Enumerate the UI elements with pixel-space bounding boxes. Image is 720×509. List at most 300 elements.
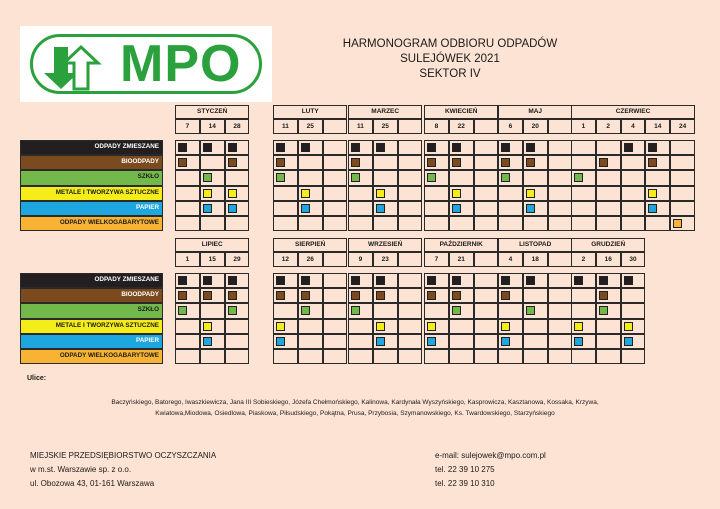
pickup-mark-papier (376, 337, 385, 346)
schedule-cell (200, 349, 225, 364)
schedule-cell (175, 319, 200, 334)
schedule-cell (323, 186, 348, 201)
category-label-papier: PAPIER (20, 334, 163, 349)
pickup-mark-szklo (501, 173, 510, 182)
day-number: 22 (449, 119, 474, 134)
day-number: 21 (449, 252, 474, 267)
schedule-cell (373, 155, 398, 170)
pickup-mark-zmieszane (351, 143, 360, 152)
month-header: MARZEC (348, 105, 422, 119)
schedule-cell (474, 273, 499, 288)
schedule-cell (621, 155, 646, 170)
schedule-cell (424, 216, 449, 231)
footer-contact (435, 449, 546, 491)
day-number: 4 (498, 252, 523, 267)
day-number: 11 (348, 119, 373, 134)
pickup-mark-bio (351, 291, 360, 300)
pickup-mark-metale (427, 322, 436, 331)
org-name-2: w m.st. Warszawie sp. z o.o. (30, 465, 132, 474)
schedule-cell (323, 170, 348, 185)
schedule-cell (474, 288, 499, 303)
schedule-cell (571, 155, 596, 170)
schedule-cell (323, 273, 348, 288)
pickup-mark-zmieszane (501, 143, 510, 152)
schedule-cell (474, 334, 499, 349)
schedule-cell (298, 349, 323, 364)
schedule-cell (548, 216, 573, 231)
pickup-mark-bio (301, 291, 310, 300)
schedule-cell (548, 201, 573, 216)
pickup-mark-metale (648, 189, 657, 198)
pickup-mark-wielko (673, 219, 682, 228)
schedule-cell (621, 303, 646, 318)
pickup-mark-szklo (301, 306, 310, 315)
pickup-mark-papier (301, 204, 310, 213)
schedule-cell (348, 201, 373, 216)
pickup-mark-papier (526, 204, 535, 213)
schedule-cell (175, 216, 200, 231)
page-title: HARMONOGRAM ODBIORU ODPADÓW (342, 38, 558, 50)
category-label-szklo: SZKŁO (20, 170, 163, 185)
schedule-cell (621, 201, 646, 216)
schedule-cell (474, 349, 499, 364)
schedule-cell (474, 303, 499, 318)
recycle-arrows-icon (40, 39, 112, 91)
pickup-mark-szklo (351, 173, 360, 182)
day-number (398, 119, 423, 134)
pickup-mark-papier (203, 204, 212, 213)
schedule-cell (645, 216, 670, 231)
schedule-cell (298, 319, 323, 334)
schedule-cell (298, 334, 323, 349)
schedule-cell (596, 140, 621, 155)
category-label-bio: BIOODPADY (20, 155, 163, 170)
streets-line-2: Kwiatowa,Miodowa, Osiedlowa, Piaskowa, Piłsudskiego, Pokątna, Prusa, Przybosia, Szymanowskiego, Ks. Twardowskiego, Starzyńskiego (155, 410, 555, 417)
schedule-cell (449, 216, 474, 231)
category-label-wielko: ODPADY WIELKOGABARYTOWE (20, 349, 163, 364)
day-number: 8 (424, 119, 449, 134)
pickup-mark-bio (376, 291, 385, 300)
pickup-mark-zmieszane (624, 143, 633, 152)
pickup-mark-papier (574, 337, 583, 346)
pickup-mark-bio (178, 291, 187, 300)
pickup-mark-zmieszane (203, 276, 212, 285)
pickup-mark-zmieszane (276, 276, 285, 285)
schedule-cell (323, 334, 348, 349)
schedule-cell (348, 186, 373, 201)
pickup-mark-metale (526, 189, 535, 198)
day-number: 2 (596, 119, 621, 134)
day-number: 26 (298, 252, 323, 267)
schedule-cell (398, 201, 423, 216)
schedule-cell (398, 140, 423, 155)
pickup-mark-zmieszane (427, 143, 436, 152)
schedule-cell (323, 216, 348, 231)
streets-line-1: Baczyńskiego, Batorego, Iwaszkiewicza, Jana III Sobieskiego, Józefa Chełmońskiego, Kalinowa, Kardynała Wyszyńskiego, Kasprowicza, Kasztanowa, Kossaka, Krzywa, (111, 399, 599, 406)
schedule-cell (398, 186, 423, 201)
schedule-cell (474, 319, 499, 334)
pickup-mark-metale (376, 322, 385, 331)
pickup-mark-zmieszane (376, 143, 385, 152)
pickup-mark-bio (427, 291, 436, 300)
pickup-mark-metale (228, 189, 237, 198)
schedule-cell (523, 216, 548, 231)
schedule-cell (273, 349, 298, 364)
schedule-cell (670, 140, 695, 155)
schedule-cell (175, 201, 200, 216)
schedule-cell (498, 349, 523, 364)
schedule-cell (474, 201, 499, 216)
schedule-cell (548, 170, 573, 185)
day-number: 18 (523, 252, 548, 267)
pickup-mark-bio (351, 158, 360, 167)
schedule-cell (523, 288, 548, 303)
pickup-mark-zmieszane (376, 276, 385, 285)
schedule-cell (449, 319, 474, 334)
schedule-cell (449, 170, 474, 185)
schedule-cell (424, 349, 449, 364)
category-label-wielko: ODPADY WIELKOGABARYTOWE (20, 216, 163, 231)
day-number (474, 252, 499, 267)
schedule-cell (398, 334, 423, 349)
schedule-cell (225, 170, 250, 185)
pickup-mark-metale (501, 322, 510, 331)
pickup-mark-papier (276, 337, 285, 346)
day-number: 16 (596, 252, 621, 267)
pickup-mark-zmieszane (351, 276, 360, 285)
day-number: 25 (373, 119, 398, 134)
pickup-mark-szklo (452, 306, 461, 315)
pickup-mark-szklo (178, 306, 187, 315)
schedule-cell (523, 334, 548, 349)
pickup-mark-zmieszane (574, 276, 583, 285)
schedule-cell (670, 170, 695, 185)
pickup-mark-metale (203, 322, 212, 331)
schedule-cell (523, 170, 548, 185)
org-name: MIEJSKIE PRZEDSIĘBIORSTWO OCZYSZCZANIA (30, 451, 217, 460)
category-label-szklo: SZKŁO (20, 303, 163, 318)
schedule-cell (474, 216, 499, 231)
schedule-cell (596, 319, 621, 334)
day-number: 15 (200, 252, 225, 267)
day-number: 30 (621, 252, 646, 267)
pickup-mark-bio (452, 158, 461, 167)
category-label-metale: METALE I TWORZYWA SZTUCZNE (20, 319, 163, 334)
schedule-cell (596, 186, 621, 201)
schedule-cell (424, 303, 449, 318)
schedule-cell (398, 155, 423, 170)
pickup-mark-zmieszane (203, 143, 212, 152)
pickup-mark-bio (203, 291, 212, 300)
streets-label: Ulice: (27, 375, 47, 382)
schedule-cell (571, 140, 596, 155)
day-number: 11 (273, 119, 298, 134)
pickup-mark-szklo (427, 173, 436, 182)
schedule-cell (348, 319, 373, 334)
pickup-mark-szklo (526, 306, 535, 315)
day-number: 1 (175, 252, 200, 267)
schedule-cell (596, 349, 621, 364)
pickup-mark-bio (228, 291, 237, 300)
month-header: WRZESIEŃ (348, 238, 422, 252)
pickup-mark-zmieszane (526, 276, 535, 285)
schedule-cell (398, 303, 423, 318)
schedule-cell (498, 303, 523, 318)
month-header: PAŹDZIERNIK (424, 238, 498, 252)
pickup-mark-zmieszane (301, 276, 310, 285)
day-number: 7 (175, 119, 200, 134)
pickup-mark-zmieszane (452, 143, 461, 152)
month-header: SIERPIEŃ (273, 238, 347, 252)
pickup-mark-zmieszane (228, 276, 237, 285)
schedule-cell (225, 319, 250, 334)
schedule-cell (200, 216, 225, 231)
schedule-cell (200, 303, 225, 318)
pickup-mark-papier (648, 204, 657, 213)
schedule-cell (373, 349, 398, 364)
schedule-cell (498, 186, 523, 201)
schedule-cell (225, 216, 250, 231)
month-header: GRUDZIEŃ (571, 238, 645, 252)
mpo-logo (20, 26, 272, 102)
sector-label: SEKTOR IV (419, 68, 481, 80)
pickup-mark-zmieszane (599, 276, 608, 285)
schedule-cell (298, 155, 323, 170)
schedule-cell (348, 216, 373, 231)
day-number: 1 (571, 119, 596, 134)
contact-phone-1: tel. 22 39 10 275 (435, 465, 495, 474)
schedule-cell (424, 201, 449, 216)
schedule-cell (548, 140, 573, 155)
contact-email: e-mail: sulejowek@mpo.com.pl (435, 451, 546, 460)
schedule-cell (571, 201, 596, 216)
schedule-cell (373, 170, 398, 185)
month-header: STYCZEŃ (175, 105, 249, 119)
category-label-zmieszane: ODPADY ZMIESZANE (20, 273, 163, 288)
pickup-mark-metale (452, 189, 461, 198)
day-number: 14 (200, 119, 225, 134)
pickup-mark-zmieszane (178, 143, 187, 152)
schedule-cell (298, 216, 323, 231)
schedule-cell (175, 186, 200, 201)
schedule-cell (373, 303, 398, 318)
schedule-cell (323, 140, 348, 155)
pickup-mark-szklo (599, 306, 608, 315)
day-number: 29 (225, 252, 250, 267)
schedule-cell (398, 170, 423, 185)
schedule-cell (175, 334, 200, 349)
day-number: 28 (225, 119, 250, 134)
day-number: 7 (424, 252, 449, 267)
day-number: 4 (621, 119, 646, 134)
schedule-cell (670, 155, 695, 170)
schedule-cell (670, 201, 695, 216)
schedule-cell (474, 186, 499, 201)
day-number: 24 (670, 119, 695, 134)
category-label-metale: METALE I TWORZYWA SZTUCZNE (20, 186, 163, 201)
schedule-cell (200, 155, 225, 170)
category-label-bio: BIOODPADY (20, 288, 163, 303)
schedule-cell (398, 288, 423, 303)
schedule-cell (175, 170, 200, 185)
pickup-mark-zmieszane (178, 276, 187, 285)
schedule-cell (621, 349, 646, 364)
pickup-mark-zmieszane (526, 143, 535, 152)
day-number: 9 (348, 252, 373, 267)
schedule-cell (273, 216, 298, 231)
schedule-cell (474, 140, 499, 155)
schedule-cell (596, 201, 621, 216)
category-label-papier: PAPIER (20, 201, 163, 216)
day-number: 12 (273, 252, 298, 267)
schedule-cell (225, 349, 250, 364)
schedule-cell (596, 334, 621, 349)
day-number (548, 252, 573, 267)
pickup-mark-papier (624, 337, 633, 346)
schedule-cell (498, 216, 523, 231)
day-number: 14 (645, 119, 670, 134)
pickup-mark-zmieszane (501, 276, 510, 285)
day-number: 23 (373, 252, 398, 267)
schedule-cell (548, 319, 573, 334)
pickup-mark-zmieszane (228, 143, 237, 152)
schedule-cell (571, 216, 596, 231)
schedule-cell (621, 170, 646, 185)
day-number: 20 (523, 119, 548, 134)
day-number (323, 119, 348, 134)
page-subtitle: SULEJÓWEK 2021 (400, 53, 500, 65)
pickup-mark-szklo (203, 173, 212, 182)
schedule-cell (621, 186, 646, 201)
pickup-mark-metale (574, 322, 583, 331)
schedule-cell (571, 288, 596, 303)
schedule-cell (645, 170, 670, 185)
month-header: LIPIEC (175, 238, 249, 252)
streets-list (55, 397, 655, 419)
schedule-cell (398, 349, 423, 364)
pickup-mark-bio (526, 158, 535, 167)
schedule-cell (424, 186, 449, 201)
schedule-cell (498, 201, 523, 216)
pickup-mark-szklo (276, 173, 285, 182)
contact-phone-2: tel. 22 39 10 310 (435, 479, 495, 488)
schedule-cell (398, 216, 423, 231)
schedule-cell (323, 349, 348, 364)
pickup-mark-bio (276, 291, 285, 300)
pickup-mark-papier (228, 204, 237, 213)
header-titles (300, 37, 600, 82)
pickup-mark-metale (301, 189, 310, 198)
pickup-mark-szklo (351, 306, 360, 315)
pickup-mark-papier (427, 337, 436, 346)
pickup-mark-metale (624, 322, 633, 331)
org-address: ul. Obozowa 43, 01-161 Warszawa (30, 479, 155, 488)
schedule-cell (273, 303, 298, 318)
day-number (398, 252, 423, 267)
month-header: KWIECIEŃ (424, 105, 498, 119)
pickup-mark-bio (276, 158, 285, 167)
schedule-cell (571, 349, 596, 364)
pickup-mark-bio (228, 158, 237, 167)
day-number: 2 (571, 252, 596, 267)
schedule-cell (621, 288, 646, 303)
pickup-mark-papier (501, 337, 510, 346)
day-number: 6 (498, 119, 523, 134)
schedule-cell (449, 349, 474, 364)
pickup-mark-szklo (574, 173, 583, 182)
schedule-cell (273, 186, 298, 201)
schedule-cell (523, 319, 548, 334)
pickup-mark-metale (276, 322, 285, 331)
schedule-cell (175, 349, 200, 364)
schedule-cell (596, 170, 621, 185)
schedule-cell (323, 319, 348, 334)
pickup-mark-bio (452, 291, 461, 300)
schedule-cell (670, 186, 695, 201)
pickup-mark-bio (599, 291, 608, 300)
pickup-mark-bio (648, 158, 657, 167)
schedule-cell (273, 201, 298, 216)
schedule-cell (548, 288, 573, 303)
schedule-cell (474, 170, 499, 185)
schedule-cell (548, 273, 573, 288)
day-number: 25 (298, 119, 323, 134)
pickup-mark-zmieszane (276, 143, 285, 152)
schedule-cell (474, 155, 499, 170)
schedule-cell (571, 186, 596, 201)
schedule-cell (298, 170, 323, 185)
schedule-cell (323, 155, 348, 170)
schedule-cell (621, 216, 646, 231)
month-header: MAJ (498, 105, 572, 119)
pickup-mark-papier (452, 204, 461, 213)
day-number (474, 119, 499, 134)
pickup-mark-bio (599, 158, 608, 167)
schedule-cell (348, 334, 373, 349)
schedule-cell (225, 334, 250, 349)
schedule-cell (571, 303, 596, 318)
category-label-zmieszane: ODPADY ZMIESZANE (20, 140, 163, 155)
schedule-cell (548, 303, 573, 318)
pickup-mark-metale (376, 189, 385, 198)
schedule-cell (398, 319, 423, 334)
pickup-mark-zmieszane (427, 276, 436, 285)
schedule-cell (398, 273, 423, 288)
schedule-cell (323, 201, 348, 216)
month-header: LISTOPAD (498, 238, 572, 252)
pickup-mark-bio (501, 291, 510, 300)
pickup-mark-szklo (228, 306, 237, 315)
pickup-mark-bio (501, 158, 510, 167)
pickup-mark-papier (203, 337, 212, 346)
day-number (548, 119, 573, 134)
schedule-cell (596, 216, 621, 231)
schedule-cell (548, 349, 573, 364)
pickup-mark-papier (376, 204, 385, 213)
schedule-cell (323, 303, 348, 318)
logo-text: MPO (120, 35, 242, 93)
month-header: CZERWIEC (571, 105, 695, 119)
schedule-cell (548, 334, 573, 349)
schedule-cell (348, 349, 373, 364)
schedule-cell (523, 349, 548, 364)
pickup-mark-metale (203, 189, 212, 198)
pickup-mark-zmieszane (452, 276, 461, 285)
month-header: LUTY (273, 105, 347, 119)
schedule-cell (548, 155, 573, 170)
schedule-cell (548, 186, 573, 201)
footer-address (30, 449, 216, 491)
